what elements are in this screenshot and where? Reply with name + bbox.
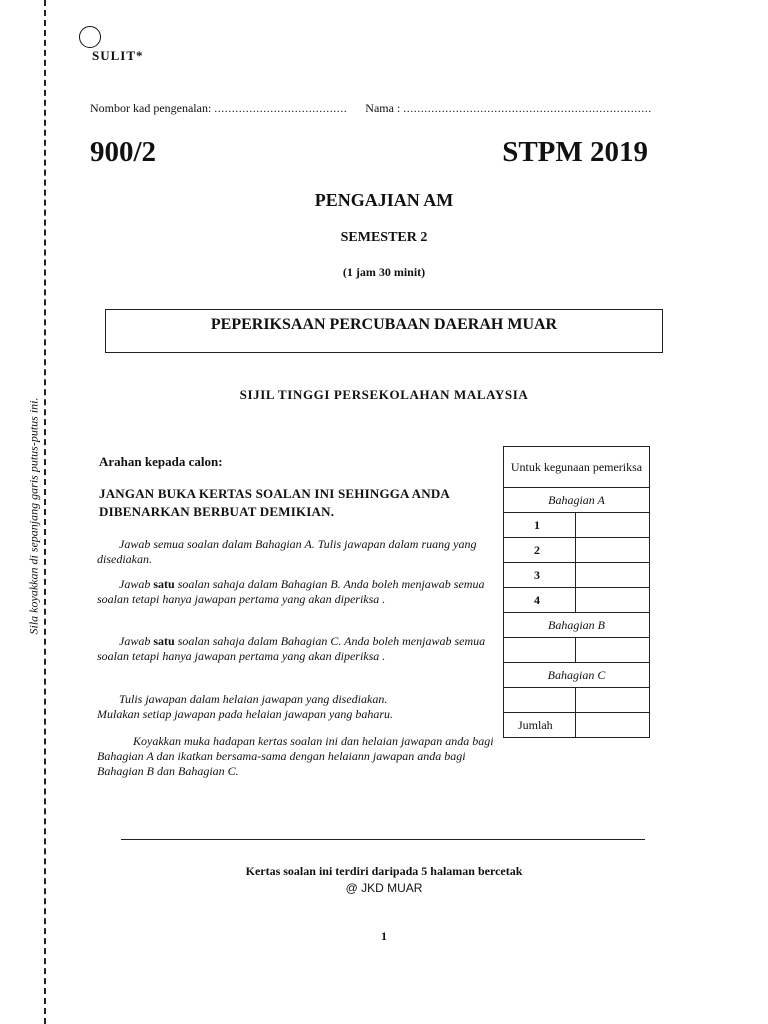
- score-cell: [576, 638, 650, 663]
- text: Jawab: [119, 634, 154, 648]
- examiner-table: [503, 446, 650, 738]
- text: soalan sahaja dalam Bahagian C. Anda boleh menjawab semua soalan tetapi hanya jawapan pertama yang akan diperiksa .: [97, 634, 486, 663]
- section-b-label: Bahagian B: [504, 613, 650, 638]
- exam-title: PEPERIKSAAN PERCUBAAN DAERAH MUAR: [210, 316, 558, 333]
- semester-label: SEMESTER 2: [340, 230, 428, 245]
- section-c-label: Bahagian C: [504, 663, 650, 688]
- paper-code: 900/2: [90, 136, 157, 168]
- classification-label: SULIT*: [92, 48, 144, 63]
- exam-year: STPM 2019: [502, 136, 648, 168]
- text: soalan sahaja dalam Bahagian B. Anda boleh menjawab semua soalan tetapi hanya jawapan pertama yang akan diperiksa .: [97, 577, 485, 606]
- instructions-title: Arahan kepada calon:: [99, 454, 223, 469]
- certificate-title: SIJIL TINGGI PERSEKOLAHAN MALAYSIA: [239, 387, 529, 402]
- question-number: 2: [504, 538, 576, 563]
- line: Mulakan setiap jawapan pada helaian jawapan yang baharu.: [97, 707, 393, 721]
- instruction-section-c: [97, 634, 499, 664]
- question-number: 3: [504, 563, 576, 588]
- exam-title-box: [105, 309, 663, 353]
- score-cell: [576, 688, 650, 713]
- instruction-section-b: [97, 577, 499, 607]
- name-field: .......................................................................: [403, 101, 652, 115]
- copyright-note: @ JKD MUAR: [345, 881, 423, 895]
- id-label: Nombor kad pengenalan:: [90, 101, 212, 115]
- subject-title: PENGAJIAN AM: [314, 190, 454, 210]
- candidate-details-line: [90, 101, 652, 116]
- score-cell: [576, 538, 650, 563]
- duration-label: (1 jam 30 minit): [342, 265, 426, 279]
- total-label: Jumlah: [504, 713, 576, 738]
- score-cell: [576, 563, 650, 588]
- page-count-note: Kertas soalan ini terdiri daripada 5 halaman bercetak: [245, 864, 523, 878]
- instruction-answer-sheet: [97, 692, 499, 722]
- instructions-warning: JANGAN BUKA KERTAS SOALAN INI SEHINGGA ANDA DIBENARKAN BERBUAT DEMIKIAN.: [99, 486, 450, 519]
- score-cell: [576, 513, 650, 538]
- instruction-tear-bind: Koyakkan muka hadapan kertas soalan ini dan helaian jawapan anda bagi Bahagian A dan ikatkan bersama-sama dengan helaiann jawapan anda bagi Bahagian B dan Bahagian C.: [97, 734, 494, 778]
- score-cell: [576, 588, 650, 613]
- examiner-table-header: Untuk kegunaan pemeriksa: [504, 447, 650, 488]
- emphasis: satu: [153, 577, 175, 591]
- instruction-section-a: Jawab semua soalan dalam Bahagian A. Tulis jawapan dalam ruang yang disediakan.: [97, 537, 477, 566]
- question-number: [504, 688, 576, 713]
- total-cell: [576, 713, 650, 738]
- page-number: 1: [381, 929, 387, 943]
- name-label: Nama :: [365, 101, 401, 115]
- line: Tulis jawapan dalam helaian jawapan yang disediakan.: [119, 692, 388, 706]
- tear-instruction: Sila koyakkan di sepanjang garis putus-putus ini.: [26, 397, 41, 635]
- footer-divider: [121, 839, 645, 840]
- question-number: 1: [504, 513, 576, 538]
- punch-hole-circle: [79, 26, 101, 48]
- question-number: [504, 638, 576, 663]
- text: Jawab: [119, 577, 154, 591]
- id-field: ......................................: [214, 101, 348, 115]
- question-number: 4: [504, 588, 576, 613]
- emphasis: satu: [153, 634, 175, 648]
- section-a-label: Bahagian A: [504, 488, 650, 513]
